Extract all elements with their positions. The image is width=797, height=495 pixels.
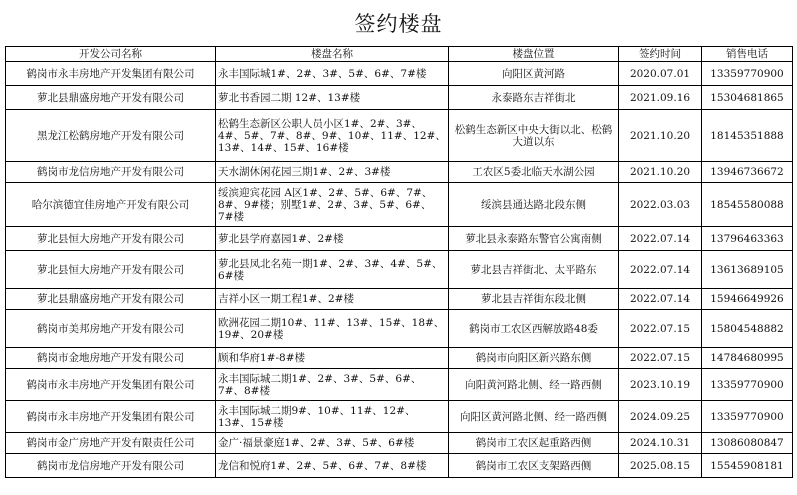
project-cell: 萝北书香园二期 12#、13#楼	[216, 86, 449, 110]
project-cell: 永丰国际城二期1#、2#、3#、5#、6#、7#、8#楼	[216, 369, 449, 401]
date-cell: 2022.07.15	[619, 310, 702, 348]
phone-cell: 13946736672	[702, 162, 793, 183]
project-cell: 绥滨迎宾花园 A区1#、2#、5#、6#、7#、8#、9#楼；别墅1#、2#、3#、5#、6#、7#楼	[216, 183, 449, 227]
table-row	[6, 62, 793, 86]
project-cell: 松鹤生态新区公职人员小区1#、2#、3#、4#、5#、7#、8#、9#、10#、11#、12#、13#、14#、15#、16#楼	[216, 110, 449, 162]
project-cell: 永丰国际城二期9#、10#、11#、12#、13#、15#楼	[216, 401, 449, 433]
phone-cell: 18145351888	[702, 110, 793, 162]
date-cell: 2020.07.01	[619, 62, 702, 86]
location-cell: 绥滨县通达路北段东侧	[449, 183, 619, 227]
table-row	[6, 227, 793, 251]
table-row	[6, 433, 793, 454]
company-cell: 鹤岗市龙信房地产开发有限公司	[6, 162, 216, 183]
location-cell: 工农区5委北临天水湖公园	[449, 162, 619, 183]
table-row	[6, 369, 793, 401]
location-cell: 向阳区黄河路北侧、经一路西侧	[449, 401, 619, 433]
header-company: 开发公司名称	[6, 47, 216, 62]
location-cell: 向阳黄河路北侧、经一路西侧	[449, 369, 619, 401]
date-cell: 2021.10.20	[619, 162, 702, 183]
location-cell: 萝北县永泰路东警官公寓南侧	[449, 227, 619, 251]
date-cell: 2024.09.25	[619, 401, 702, 433]
location-cell: 永泰路东吉祥街北	[449, 86, 619, 110]
phone-cell: 15304681865	[702, 86, 793, 110]
date-cell: 2023.10.19	[619, 369, 702, 401]
project-cell: 永丰国际城1#、2#、3#、5#、6#、7#楼	[216, 62, 449, 86]
phone-cell: 15946649926	[702, 289, 793, 310]
company-cell: 鹤岗市金广房地产开发有限责任公司	[6, 433, 216, 454]
company-cell: 鹤岗市金地房地产开发有限公司	[6, 348, 216, 369]
table-row	[6, 110, 793, 162]
page-title: 签约楼盘	[354, 12, 443, 36]
company-cell: 黑龙江松鹤房地产开发有限公司	[6, 110, 216, 162]
header-date: 签约时间	[619, 47, 702, 62]
table-row	[6, 183, 793, 227]
project-cell: 顾和华府1#-8#楼	[216, 348, 449, 369]
table-row	[6, 310, 793, 348]
header-location: 楼盘位置	[449, 47, 619, 62]
date-cell: 2022.07.14	[619, 251, 702, 289]
table-row	[6, 348, 793, 369]
date-cell: 2025.08.15	[619, 454, 702, 478]
phone-cell: 13796463363	[702, 227, 793, 251]
table-row	[6, 251, 793, 289]
location-cell: 萝北县吉祥街东段北侧	[449, 289, 619, 310]
phone-cell: 13359770900	[702, 401, 793, 433]
date-cell: 2022.03.03	[619, 183, 702, 227]
phone-cell: 13359770900	[702, 62, 793, 86]
date-cell: 2022.07.14	[619, 227, 702, 251]
location-cell: 鹤岗市向阳区新兴路东侧	[449, 348, 619, 369]
phone-cell: 13359770900	[702, 369, 793, 401]
company-cell: 鹤岗市美邦房地产开发有限公司	[6, 310, 216, 348]
company-cell: 哈尔滨德宜佳房地产开发有限公司	[6, 183, 216, 227]
table-row	[6, 289, 793, 310]
project-cell: 龙信和悦府1#、2#、5#、6#、7#、8#楼	[216, 454, 449, 478]
company-cell: 鹤岗市永丰房地产开发集团有限公司	[6, 62, 216, 86]
date-cell: 2021.09.16	[619, 86, 702, 110]
company-cell: 鹤岗市龙信房地产开发有限公司	[6, 454, 216, 478]
date-cell: 2022.07.15	[619, 348, 702, 369]
phone-cell: 13086080847	[702, 433, 793, 454]
company-cell: 萝北县恒大房地产开发有限公司	[6, 227, 216, 251]
phone-cell: 13613689105	[702, 251, 793, 289]
date-cell: 2022.07.14	[619, 289, 702, 310]
company-cell: 萝北县鼎盛房地产开发有限公司	[6, 289, 216, 310]
phone-cell: 14784680995	[702, 348, 793, 369]
location-cell: 向阳区黄河路	[449, 62, 619, 86]
location-cell: 鹤岗市工农区支架路西侧	[449, 454, 619, 478]
projects-table	[5, 46, 793, 478]
location-cell: 鹤岗市工农区起重路西侧	[449, 433, 619, 454]
company-cell: 萝北县恒大房地产开发有限公司	[6, 251, 216, 289]
project-cell: 吉祥小区一期工程1#、2#楼	[216, 289, 449, 310]
location-cell: 鹤岗市工农区西解放路48委	[449, 310, 619, 348]
table-row	[6, 162, 793, 183]
phone-cell: 18545580088	[702, 183, 793, 227]
header-project: 楼盘名称	[216, 47, 449, 62]
project-cell: 欧洲花园二期10#、11#、13#、15#、18#、19#、20#楼	[216, 310, 449, 348]
phone-cell: 15804548882	[702, 310, 793, 348]
phone-cell: 15545908181	[702, 454, 793, 478]
project-cell: 金广·福景豪庭1#、2#、3#、5#、6#楼	[216, 433, 449, 454]
company-cell: 鹤岗市永丰房地产开发集团有限公司	[6, 401, 216, 433]
company-cell: 萝北县鼎盛房地产开发有限公司	[6, 86, 216, 110]
table-row	[6, 86, 793, 110]
date-cell: 2021.10.20	[619, 110, 702, 162]
project-cell: 萝北县凤北名苑一期1#、2#、3#、4#、5#、6#楼	[216, 251, 449, 289]
location-cell: 萝北县吉祥街北、太平路东	[449, 251, 619, 289]
header-phone: 销售电话	[702, 47, 793, 62]
project-cell: 天水湖休闲花园三期1#、2#、3#楼	[216, 162, 449, 183]
table-row	[6, 401, 793, 433]
table-header-row	[6, 47, 793, 62]
project-cell: 萝北县学府嘉园1#、2#楼	[216, 227, 449, 251]
table-row	[6, 454, 793, 478]
location-cell: 松鹤生态新区中央大街以北、松鹤大道以东	[449, 110, 619, 162]
company-cell: 鹤岗市永丰房地产开发集团有限公司	[6, 369, 216, 401]
date-cell: 2024.10.31	[619, 433, 702, 454]
